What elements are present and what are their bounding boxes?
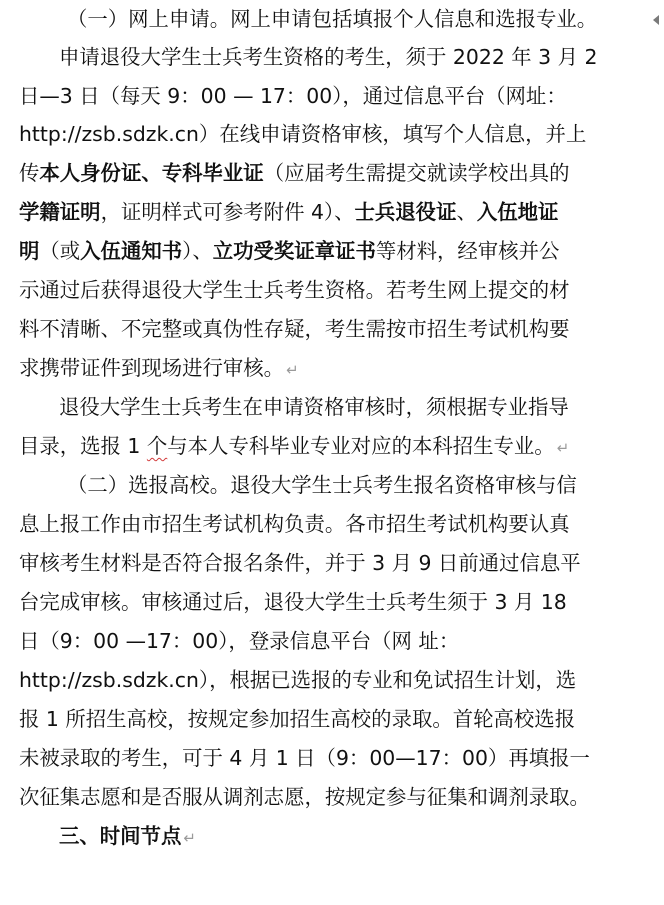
text-segment: （一）网上申请。网上申请包括填报个人信息和选报专业。 — [67, 7, 598, 31]
text-line — [19, 349, 299, 388]
text-line — [19, 115, 586, 154]
text-segment: 传 — [19, 161, 40, 185]
text-line — [19, 778, 590, 817]
text-line — [19, 622, 459, 661]
text-line — [59, 388, 569, 427]
text-segment: 等材料，经审核并公 — [375, 239, 560, 263]
text-segment-bold: 入伍通知书 — [80, 239, 183, 263]
text-segment: 报 1 所招生高校，按规定参加招生高校的录取。首轮高校选报 — [19, 707, 576, 731]
text-segment: 料不清晰、不完整或真伪性存疑，考生需按市招生考试机构要 — [19, 317, 570, 341]
text-segment: 申请退役大学生士兵考生资格的考生，须于 2022 年 3 月 2 — [59, 45, 598, 69]
paragraph-mark-icon: ↵ — [556, 439, 570, 457]
text-segment: 、 — [456, 200, 477, 224]
text-segment: ，证明样式可参考附件 4）、 — [100, 200, 355, 224]
text-segment: 求携带证件到现场进行审核。 — [19, 356, 285, 380]
text-segment: 日（9：00 —17：00），登录信息平台（网 址： — [19, 629, 460, 653]
text-line — [19, 505, 570, 544]
text-line — [19, 193, 558, 232]
text-segment: 审核考生材料是否符合报名条件，并于 3 月 9 日前通过信息平 — [19, 551, 581, 575]
text-segment: 与本人专科毕业专业对应的本科招生专业。 — [167, 434, 555, 458]
text-line — [67, 0, 597, 39]
text-segment: http://zsb.sdzk.cn）在线申请资格审核，填写个人信息，并上 — [19, 122, 587, 146]
section-heading — [59, 817, 196, 856]
margin-marker-icon — [653, 15, 659, 25]
text-line — [19, 232, 559, 271]
text-segment: 示通过后获得退役大学生士兵考生资格。若考生网上提交的材 — [19, 278, 570, 302]
text-segment: 日—3 日（每天 9：00 — 17：00），通过信息平台（网址： — [19, 84, 567, 108]
text-segment: 息上报工作由市招生考试机构负责。各市招生考试机构要认真 — [19, 512, 570, 536]
text-segment: ）、 — [182, 239, 213, 263]
text-segment: 次征集志愿和是否服从调剂志愿，按规定参与征集和调剂录取。 — [19, 785, 590, 809]
text-line — [19, 544, 581, 583]
text-segment: 台完成审核。审核通过后，退役大学生士兵考生须于 3 月 18 — [19, 590, 567, 614]
text-segment: （应届考生需提交就读学校出具的 — [263, 161, 570, 185]
text-line — [19, 700, 575, 739]
text-segment-bold: 明 — [19, 239, 40, 263]
text-line — [59, 38, 597, 77]
text-line — [19, 310, 570, 349]
text-line — [19, 77, 567, 116]
text-line — [67, 466, 577, 505]
text-segment: （二）选报高校。退役大学生士兵考生报名资格审核与信 — [67, 473, 577, 497]
text-segment: 目录，选报 1 — [19, 434, 147, 458]
text-line — [19, 154, 570, 193]
text-line — [19, 427, 569, 466]
text-segment-bold: 立功受奖证章证书 — [212, 239, 376, 263]
section-heading-text: 三、时间节点 — [59, 824, 182, 848]
text-segment: （或 — [39, 239, 81, 263]
spellcheck-flagged-text: 个 — [146, 434, 168, 458]
text-segment: 未被录取的考生，可于 4 月 1 日（9：00—17：00）再填报一 — [19, 746, 590, 770]
text-segment-bold: 学籍证明 — [19, 200, 101, 224]
text-line — [19, 583, 567, 622]
text-segment-bold: 入伍地证 — [476, 200, 559, 224]
paragraph-mark-icon: ↵ — [286, 361, 299, 379]
text-segment-bold: 士兵退役证 — [354, 200, 457, 224]
text-segment-bold: 本人身份证、专科毕业证 — [39, 161, 264, 185]
paragraph-mark-icon: ↵ — [183, 829, 196, 847]
text-line — [19, 739, 590, 778]
text-line — [19, 271, 570, 310]
text-segment: http://zsb.sdzk.cn），根据已选报的专业和免试招生计划，选 — [19, 668, 577, 692]
text-line — [19, 661, 576, 700]
text-segment: 退役大学生士兵考生在申请资格审核时，须根据专业指导 — [59, 395, 569, 419]
